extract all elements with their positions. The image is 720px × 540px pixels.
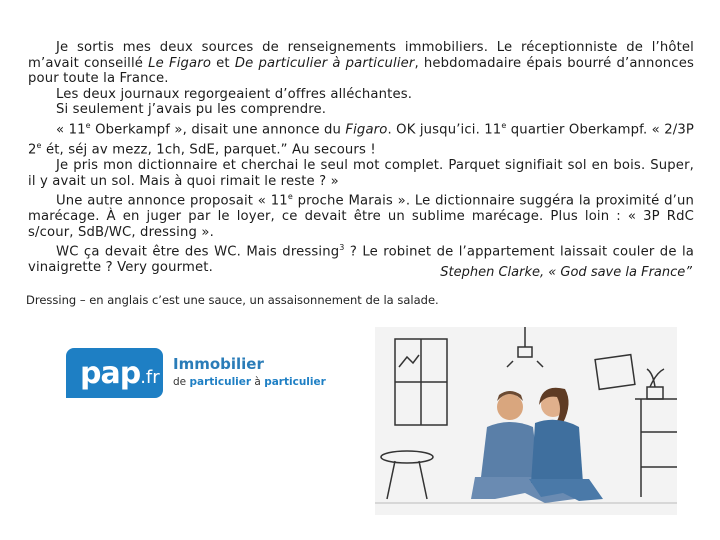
pap-logo-text (80, 356, 160, 391)
paragraph-1 (28, 40, 694, 87)
paragraph-6 (28, 189, 694, 240)
footnote: Dressing – en anglais c’est une sauce, un assaisonnement de la salade. (26, 293, 439, 307)
excerpt-text (28, 40, 694, 276)
sub-p1: particulier (189, 376, 252, 388)
p1-text-et: et (211, 55, 235, 71)
p1-text-b: , hebdomadaire épais bourré d’annonces pour toute la France. (28, 55, 694, 87)
p4-c: . OK jusqu’ici. 11 (387, 122, 502, 138)
p6-b: proche Marais ». Le dictionnaire suggéra la proximité d’un marécage. À en juger par le loyer, ce devait être un sublime marécage. Plus loin : « 3P RdC s/cour, SdB/WC, dressing ». (28, 193, 694, 240)
logo-name: pap (80, 356, 141, 391)
p4-sup3: e (36, 140, 42, 150)
p4-d: quartier Oberkampf. « 2/3P 2 (28, 122, 694, 158)
p4-b: Oberkampf », disait une annonce du (90, 122, 346, 138)
p4-a: « 11 (56, 122, 86, 138)
paragraph-5: Je pris mon dictionnaire et cherchai le seul mot complet. Parquet signifiait sol en bois. Super, il y avait un sol. Mais à quoi rimait le reste ? » (28, 157, 694, 189)
p4-figaro: Figaro (345, 122, 388, 138)
sub-a: à (251, 376, 265, 388)
sub-de: de (173, 376, 190, 388)
brand-subtitle (173, 376, 326, 388)
logo-suffix: .fr (140, 367, 160, 388)
p1-text-a: Je sortis mes deux sources de renseignements immobiliers. Le réceptionniste de l’hôtel m’avait conseillé (28, 40, 694, 71)
p7-b: ? Le robinet de l’appartement laissait couler de la vinaigrette ? Very gourmet. (28, 244, 694, 276)
p6-sup: e (287, 192, 293, 202)
p7-a: WC ça devait être des WC. Mais dressing (56, 244, 340, 260)
p4-sup2: e (501, 120, 507, 130)
newspaper-dpap: De particulier à particulier (234, 55, 415, 71)
paragraph-4 (28, 118, 694, 158)
p6-a: Une autre annonce proposait « 11 (56, 193, 288, 209)
paragraph-3: Si seulement j’avais pu les comprendre. (56, 102, 327, 118)
p4-e: ét, séj av mezz, 1ch, SdE, parquet.” Au secours ! (41, 142, 376, 158)
p7-sup: 3 (339, 243, 345, 253)
paragraph-2: Les deux journaux regorgeaient d’offres alléchantes. (56, 86, 413, 102)
sub-p2: particulier (264, 376, 326, 388)
couple-illustration (375, 327, 677, 515)
newspaper-figaro: Le Figaro (148, 55, 212, 71)
p4-sup1: e (85, 120, 91, 130)
brand-title: Immobilier (173, 355, 264, 373)
attribution: Stephen Clarke, « God save la France” (440, 265, 692, 280)
